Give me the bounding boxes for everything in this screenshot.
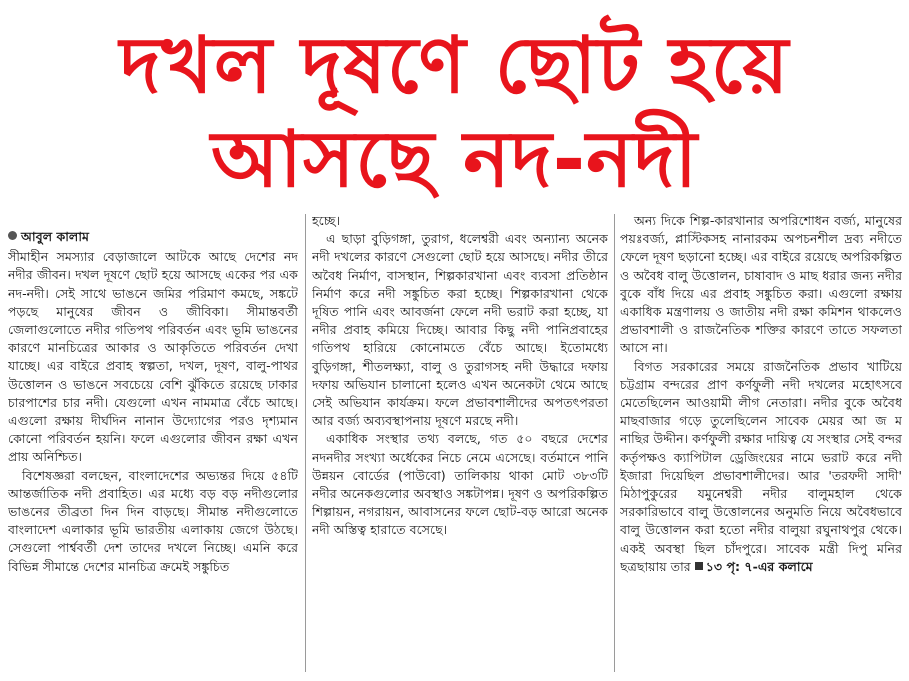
- square-bullet-icon: [695, 562, 703, 570]
- paragraph: বিশেষজ্ঞরা বলছেন, বাংলাদেশের অভ্যন্তর দিয়ে ৫৪টি আন্তর্জাতিক নদী প্রবাহিত। এর মধ্যে বড় বড় নদীগুলোর ভাঙনের তীব্রতা দিন দিন বাড়ছে। সীমান্ত নদীগুলোতে বাংলাদেশ এলাকার ভূমি ভারতীয় এলাকায় জেগে উঠছে। সেগুলো পার্শ্ববর্তী দেশ তাদের দখলে নিচ্ছে। এমনি করে বিভিন্ন সীমান্তে দেশের মানচিত্র ক্রমেই সঙ্কুচিত: [8, 467, 298, 574]
- byline: [8, 228, 298, 246]
- continuation-label: ১৩ পৃ: ৭-এর কলামে: [705, 558, 813, 574]
- paragraph: একাধিক সংস্থার তথ্য বলছে, গত ৫০ বছরে দেশের নদনদীর সংখ্যা অর্ধেকের নিচে নেমে এসেছে। বর্তমানে পানি উন্নয়ন বোর্ডের (পাউবো) তালিকায় থাকা মোট ৩৮৩টি নদীর অনেকগুলোর অবস্থাও সঙ্কটাপন্ন। দূষণ ও অপরিকল্পিত শিল্পায়ন, নগরায়ন, আবাসনের ফলে ছোট-বড় আরো অনেক নদী অস্তিত্ব হারাতে বসেছে।: [312, 431, 608, 538]
- column-divider: [305, 214, 306, 672]
- paragraph-text: বিগত সরকারের সময়ে রাজনৈতিক প্রভাব খাটিয়ে চট্টগ্রাম বন্দরের প্রাণ কর্ণফুলী নদী দখলের মহোৎসবে মেতেছিলেন আওয়ামী লীগ নেতারা। নদীর বুকে অবৈধ মাছবাজার গড়ে তুলেছিলেন সাবেক মেয়র আ জ ম নাছির উদ্দীন। কর্ণফুলী রক্ষার দায়িত্ব যে সংস্থার সেই বন্দর কর্তৃপক্ষও ক্যাপিটাল ড্রেজিংয়ের নামে ভরাট করে নদী ইজারা দিয়েছিল প্রভাবশালীদের। আর 'তরফদী সাদী' মিঠাপুকুরের যমুনেশ্বরী নদীর বালুমহাল থেকে সরকারিভাবে বালু উত্তোলনের অনুমতি নিয়ে অবৈধভাবে বালু উত্তোলন করা হতো নদীর বালুয়া রঘুনাথপুর থেকে। একই অবস্থা ছিল চাঁদপুরে। সাবেক মন্ত্রী দিপু মনির ছত্রছায়ায় তার: [620, 358, 902, 574]
- bullet-dot-icon: [8, 231, 17, 240]
- continuation-jump[interactable]: [691, 559, 813, 574]
- author-name: আবুল কালাম: [21, 229, 89, 244]
- headline-line-2: আসছে নদ-নদী: [210, 115, 699, 205]
- paragraph: [620, 358, 902, 576]
- article-column-1: [8, 212, 298, 677]
- paragraph: সীমাহীন সমস্যার বেড়াজালে আটকে আছে দেশের নদ নদীর জীবন। দখল দূষণে ছোট হয়ে আসছে একের পর এক নদ-নদী। সেই সাথে ভাঙনে জমির পরিমাণ কমছে, সঙ্কটে পড়ছে মানুষের জীবন ও জীবিকা। সীমান্তবর্তী জেলাগুলোতে নদীর গতিপথ পরিবর্তন এবং ভূমি ভাঙনের কারণে মানচিত্রের আকার ও আকৃতিতে পরিবর্তন দেখা যাচ্ছে। এর বাইরে প্রবাহ স্বল্পতা, দখল, দূষণ, বালু-পাথর উত্তোলন ও ভাঙনে সবচেয়ে বেশি ঝুঁকিতে রয়েছে ঢাকার চারপাশের চার নদী। যেগুলো এখন নামমাত্র বেঁচে আছে। এগুলো রক্ষায় দীর্ঘদিন নানান উদ্যোগের পরও দৃশ্যমান কোনো পরিবর্তন হয়নি। ফলে এগুলোর জীবন রক্ষা এখন প্রায় অনিশ্চিত।: [8, 249, 298, 465]
- paragraph: হচ্ছে।: [312, 213, 341, 228]
- headline-line-1: দখল দূষণে ছোট হয়ে: [119, 21, 790, 111]
- column-divider: [614, 214, 615, 672]
- article-column-2: [312, 212, 608, 677]
- paragraph: অন্য দিকে শিল্প-কারখানার অপরিশোধন বর্জ্য, মানুষের পয়ঃবর্জ্য, প্লাস্টিকসহ নানারকম অপচনশীল দ্রব্য নদীতে ফেলে দূষণ ছড়ানো হচ্ছে। এর বাইরে রয়েছে অপরিকল্পিত ও অবৈধ বালু উত্তোলন, চাষাবাদ ও মাছ ধরার জন্য নদীর বুকে বাঁধ দিয়ে এর প্রবাহ সঙ্কুচিত করা। এগুলো রক্ষায় একাধিক মন্ত্রণালয় ও জাতীয় নদী রক্ষা কমিশন থাকলেও প্রভাবশালী ও রাজনৈতিক শক্তির কারণে তাতে সফলতা আসে না।: [620, 213, 902, 356]
- article-column-3: [620, 212, 902, 677]
- paragraph: এ ছাড়া বুড়িগঙ্গা, তুরাগ, ধলেশ্বরী এবং অন্যান্য অনেক নদী দখলের কারণে সেগুলো ছোট হয়ে আসছে। নদীর তীরে অবৈধ নির্মাণ, বাসস্থান, শিল্পকারখানা এবং ব্যবসা প্রতিষ্ঠান নির্মাণ করে নদী সঙ্কুচিত করা হচ্ছে। শিল্পকারখানা থেকে দূষিত পানি এবং আবর্জনা ফেলে নদী ভরাট করা হচ্ছে, যা নদীর প্রবাহ কমিয়ে দিচ্ছে। আবার কিছু নদী পানিপ্রবাহের গতিপথ হারিয়ে কোনোমতে বেঁচে আছে। ইতোমধ্যে বুড়িগঙ্গা, শীতলক্ষ্যা, বালু ও তুরাগসহ নদী উদ্ধারে দফায় দফায় অভিযান চালানো হলেও এখন অনেকটা থেমে আছে সেই অভিযান কার্যক্রম। ফলে প্রভাবশালীদের অপতৎপরতা আর বর্জ্য অব্যবস্থাপনায় দূষণে মরছে নদী।: [312, 231, 608, 429]
